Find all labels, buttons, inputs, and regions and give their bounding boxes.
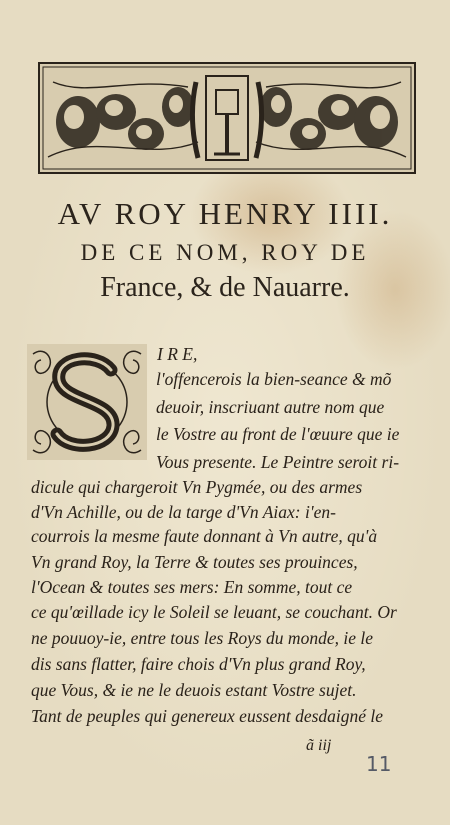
text-line: l'offencerois la bien-seance & mõ — [156, 369, 392, 389]
text-line: Tant de peuples qui genereux eussent desdaigné le — [31, 706, 384, 726]
text-line: le Vostre au front de l'œuure que ie — [156, 424, 400, 444]
text-line: Vous presente. Le Peintre seroit ri- — [156, 452, 400, 472]
dedication-kingdoms: France, & de Nauarre. — [100, 272, 350, 303]
text-line: deuoir, inscriuant autre nom que — [156, 397, 385, 417]
text-line: ne pouuoy-ie, entre tous les Roys du monde, ie le — [31, 628, 373, 648]
signature-mark: ã iij — [306, 737, 332, 754]
text-line: I R E, — [157, 344, 198, 364]
dedication-title: AV ROY HENRY IIII. — [57, 196, 393, 231]
text-line: Vn grand Roy, la Terre & toutes ses prouinces, — [31, 552, 358, 572]
text-line: d'Vn Achille, ou de la targe d'Vn Aiax: i'en- — [31, 502, 336, 522]
text-line: dicule qui chargeroit Vn Pygmée, ou des armes — [31, 477, 363, 497]
pencil-folio-note: 11 — [366, 752, 392, 776]
dedication-subtitle: DE CE NOM, ROY DE — [80, 240, 370, 265]
text-line: ce qu'œillade icy le Soleil se leuant, se couchant. Or — [31, 602, 397, 622]
headpiece-ornament — [38, 62, 416, 174]
text-line: dis sans flatter, faire chois d'Vn plus grand Roy, — [31, 654, 366, 674]
decorated-initial-s — [27, 344, 147, 460]
text-line: que Vous, & ie ne le deuois estant Vostre sujet. — [31, 680, 357, 700]
text-line: courrois la mesme faute donnant à Vn autre, qu'à — [31, 526, 378, 546]
text-line: l'Ocean & toutes ses mers: En somme, tout ce — [31, 577, 353, 597]
